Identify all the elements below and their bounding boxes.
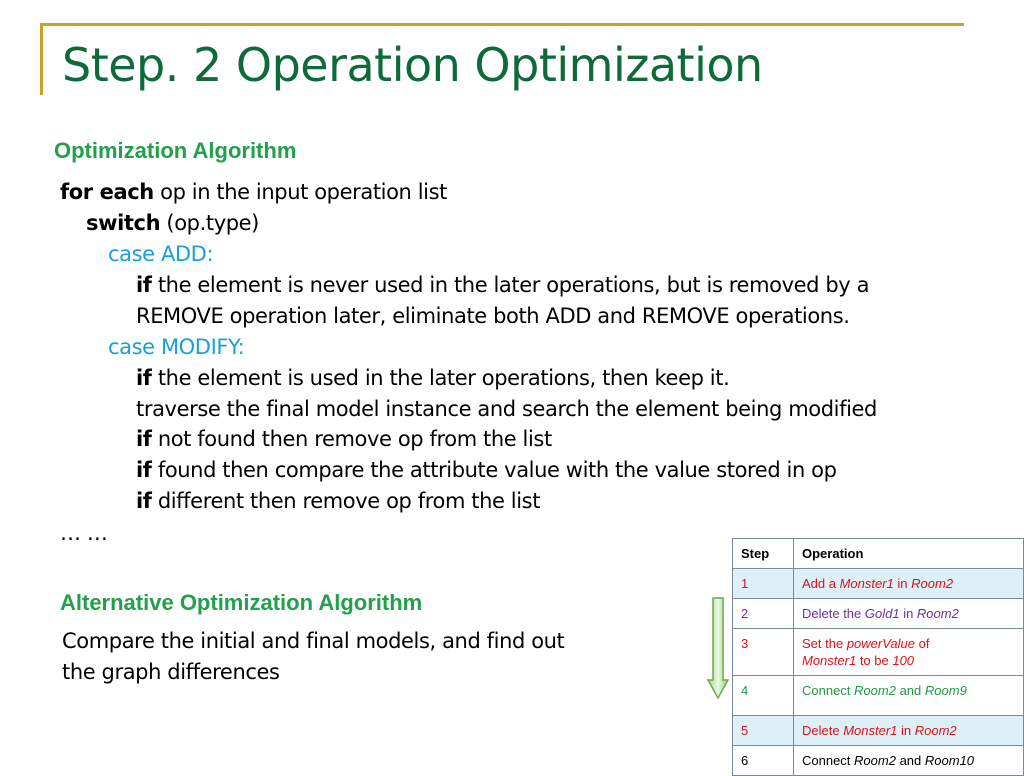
header-step: Step [733,539,794,569]
table-row [733,629,1024,676]
alternative-algorithm-heading: Alternative Optimization Algorithm [60,590,423,615]
algo-line-11 [136,489,540,513]
optimization-algorithm-heading: Optimization Algorithm [54,138,297,163]
table-row [733,676,1024,716]
keyword: if [136,458,152,482]
keyword: switch [86,211,161,235]
alternative-algorithm-text: Compare the initial and final models, and find out the graph differences [62,629,565,684]
algo-line-10 [136,458,837,482]
operation-cell: Delete the Gold1 in Room2 [794,599,1024,629]
line-text: op in the input operation list [153,180,447,204]
step-cell: 4 [733,676,794,716]
algo-line-4 [136,273,869,297]
table-row [733,599,1024,629]
step-cell: 2 [733,599,794,629]
line-text: not found then remove op from the list [151,427,552,451]
table-row [733,746,1024,776]
slide-title: Step. 2 Operation Optimization [62,38,763,92]
operation-cell: Set the powerValue of Monster1 to be 100 [794,629,1024,676]
line-text: different then remove op from the list [151,489,541,513]
keyword: if [136,273,152,297]
line-text: found then compare the attribute value with the value stored in op [151,458,837,482]
algo-line-8: traverse the final model instance and search the element being modified [136,397,877,421]
algo-line-9 [136,427,552,451]
table-row [733,569,1024,599]
step-cell: 5 [733,716,794,746]
operation-cell: Add a Monster1 in Room2 [794,569,1024,599]
keyword: if [136,366,152,390]
step-cell: 6 [733,746,794,776]
algo-line-1 [60,180,447,204]
algo-ellipsis: … … [60,521,108,545]
algo-case-modify: case MODIFY: [108,335,245,359]
title-frame-top [40,23,964,26]
title-frame-left [40,23,43,95]
algo-case-add: case ADD: [108,242,214,266]
operation-cell: Connect Room2 and Room10 [794,746,1024,776]
line-text: (op.type) [160,211,259,235]
algo-line-2 [86,211,259,235]
step-cell: 3 [733,629,794,676]
algo-line-7 [136,366,729,390]
operations-table [732,538,1024,776]
line-text: the element is used in the later operations, then keep it. [151,366,730,390]
down-arrow-icon [706,596,730,702]
table-row [733,716,1024,746]
keyword: for each [60,180,154,204]
algo-line-5: REMOVE operation later, eliminate both ADD and REMOVE operations. [136,304,850,328]
operation-cell: Connect Room2 and Room9 [794,676,1024,716]
line-text: the element is never used in the later operations, but is removed by a [151,273,870,297]
step-cell: 1 [733,569,794,599]
operation-cell: Delete Monster1 in Room2 [794,716,1024,746]
keyword: if [136,489,152,513]
table-header-row [733,539,1024,569]
header-operation: Operation [794,539,1024,569]
keyword: if [136,427,152,451]
